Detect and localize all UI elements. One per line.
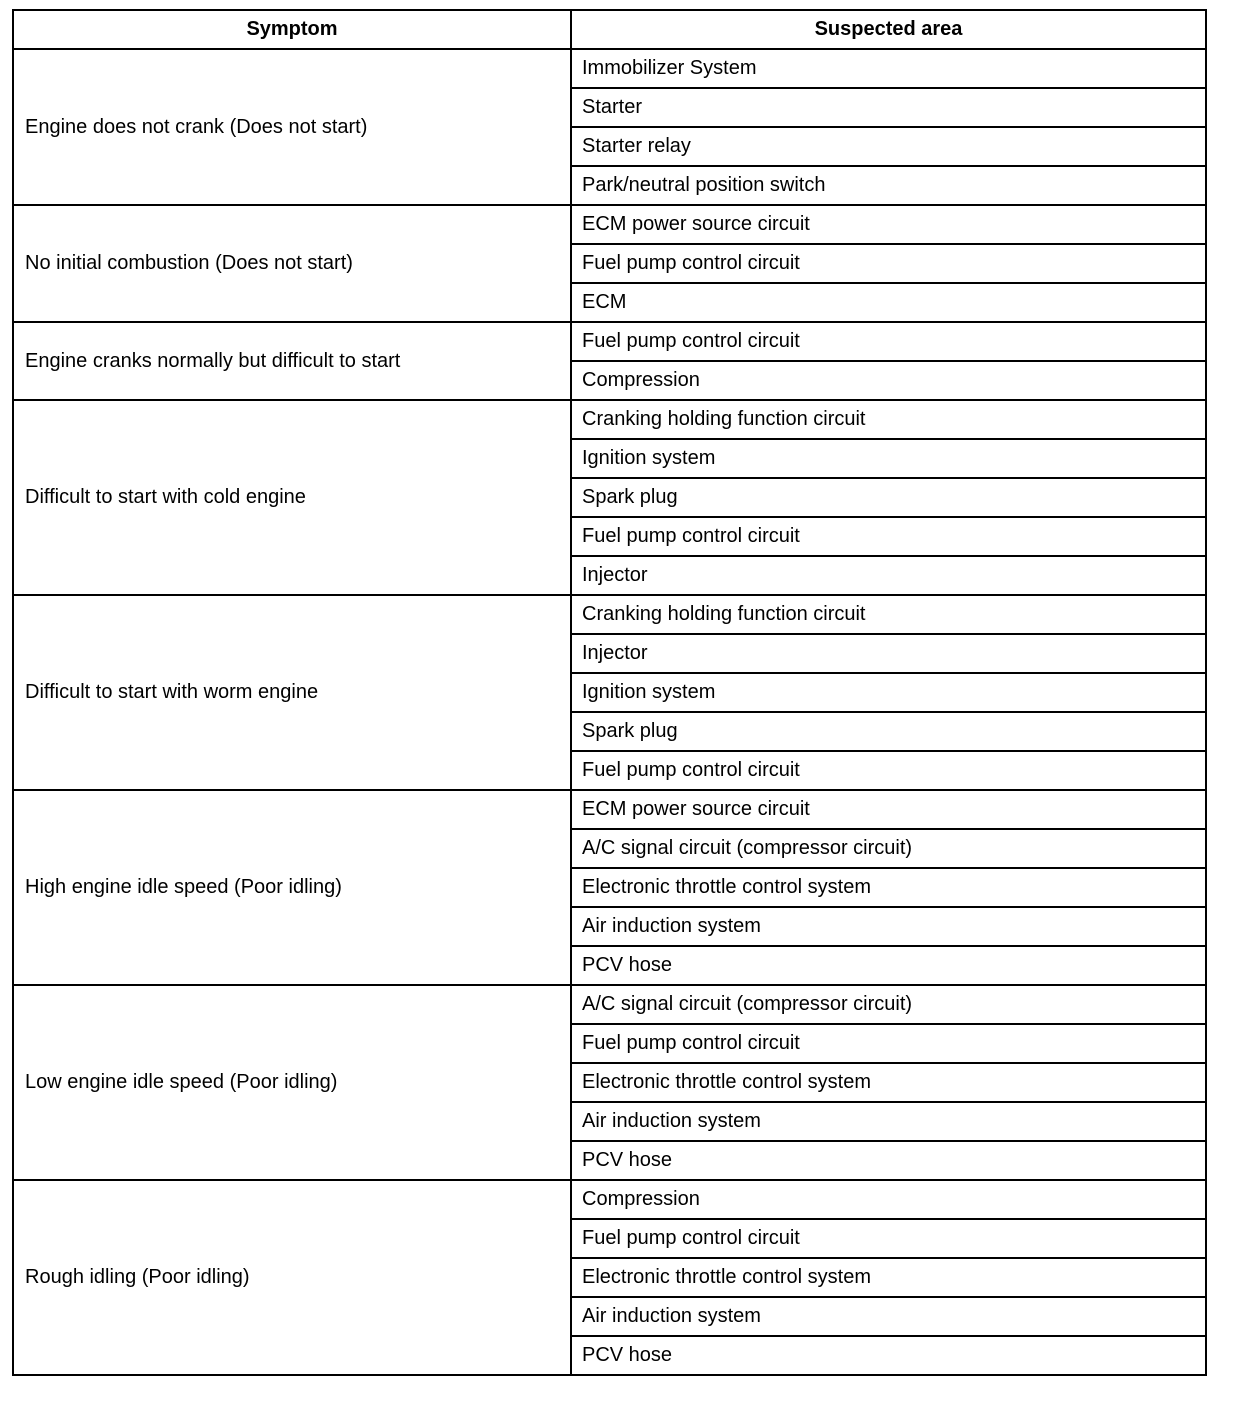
suspected-area-cell: Spark plug bbox=[571, 712, 1206, 751]
suspected-area-cell: Electronic throttle control system bbox=[571, 868, 1206, 907]
table-row bbox=[13, 49, 1206, 88]
suspected-area-cell: Cranking holding function circuit bbox=[571, 400, 1206, 439]
suspected-area-cell: ECM power source circuit bbox=[571, 790, 1206, 829]
symptom-cell: No initial combustion (Does not start) bbox=[13, 205, 571, 322]
suspected-area-cell: Ignition system bbox=[571, 439, 1206, 478]
suspected-area-cell: Park/neutral position switch bbox=[571, 166, 1206, 205]
suspected-area-cell: Electronic throttle control system bbox=[571, 1063, 1206, 1102]
suspected-area-cell: Injector bbox=[571, 556, 1206, 595]
header-row bbox=[13, 10, 1206, 49]
suspected-area-cell: Spark plug bbox=[571, 478, 1206, 517]
suspected-area-cell: Fuel pump control circuit bbox=[571, 1024, 1206, 1063]
suspected-area-cell: Starter relay bbox=[571, 127, 1206, 166]
suspected-area-column-header: Suspected area bbox=[571, 10, 1206, 49]
table-row bbox=[13, 595, 1206, 634]
symptom-cell: Engine does not crank (Does not start) bbox=[13, 49, 571, 205]
table-body bbox=[13, 49, 1206, 1375]
suspected-area-cell: Immobilizer System bbox=[571, 49, 1206, 88]
suspected-area-cell: Injector bbox=[571, 634, 1206, 673]
suspected-area-cell: Fuel pump control circuit bbox=[571, 751, 1206, 790]
table-row bbox=[13, 400, 1206, 439]
suspected-area-cell: PCV hose bbox=[571, 1141, 1206, 1180]
suspected-area-cell: Electronic throttle control system bbox=[571, 1258, 1206, 1297]
suspected-area-cell: ECM bbox=[571, 283, 1206, 322]
suspected-area-cell: Starter bbox=[571, 88, 1206, 127]
symptom-cell: Difficult to start with cold engine bbox=[13, 400, 571, 595]
suspected-area-cell: Compression bbox=[571, 361, 1206, 400]
table-row bbox=[13, 322, 1206, 361]
symptom-cell: Rough idling (Poor idling) bbox=[13, 1180, 571, 1375]
suspected-area-cell: Fuel pump control circuit bbox=[571, 244, 1206, 283]
suspected-area-cell: Cranking holding function circuit bbox=[571, 595, 1206, 634]
symptom-cell: Low engine idle speed (Poor idling) bbox=[13, 985, 571, 1180]
suspected-area-cell: PCV hose bbox=[571, 946, 1206, 985]
suspected-area-cell: Fuel pump control circuit bbox=[571, 1219, 1206, 1258]
suspected-area-cell: Compression bbox=[571, 1180, 1206, 1219]
table-row bbox=[13, 205, 1206, 244]
suspected-area-cell: Ignition system bbox=[571, 673, 1206, 712]
table-row bbox=[13, 1180, 1206, 1219]
table-row bbox=[13, 790, 1206, 829]
suspected-area-cell: Fuel pump control circuit bbox=[571, 322, 1206, 361]
symptom-column-header: Symptom bbox=[13, 10, 571, 49]
symptom-cell: Difficult to start with worm engine bbox=[13, 595, 571, 790]
suspected-area-cell: PCV hose bbox=[571, 1336, 1206, 1375]
table-row bbox=[13, 985, 1206, 1024]
symptom-cell: High engine idle speed (Poor idling) bbox=[13, 790, 571, 985]
symptom-table bbox=[12, 9, 1207, 1376]
suspected-area-cell: Air induction system bbox=[571, 907, 1206, 946]
suspected-area-cell: A/C signal circuit (compressor circuit) bbox=[571, 829, 1206, 868]
suspected-area-cell: ECM power source circuit bbox=[571, 205, 1206, 244]
suspected-area-cell: A/C signal circuit (compressor circuit) bbox=[571, 985, 1206, 1024]
suspected-area-cell: Air induction system bbox=[571, 1297, 1206, 1336]
suspected-area-cell: Air induction system bbox=[571, 1102, 1206, 1141]
suspected-area-cell: Fuel pump control circuit bbox=[571, 517, 1206, 556]
symptom-cell: Engine cranks normally but difficult to start bbox=[13, 322, 571, 400]
